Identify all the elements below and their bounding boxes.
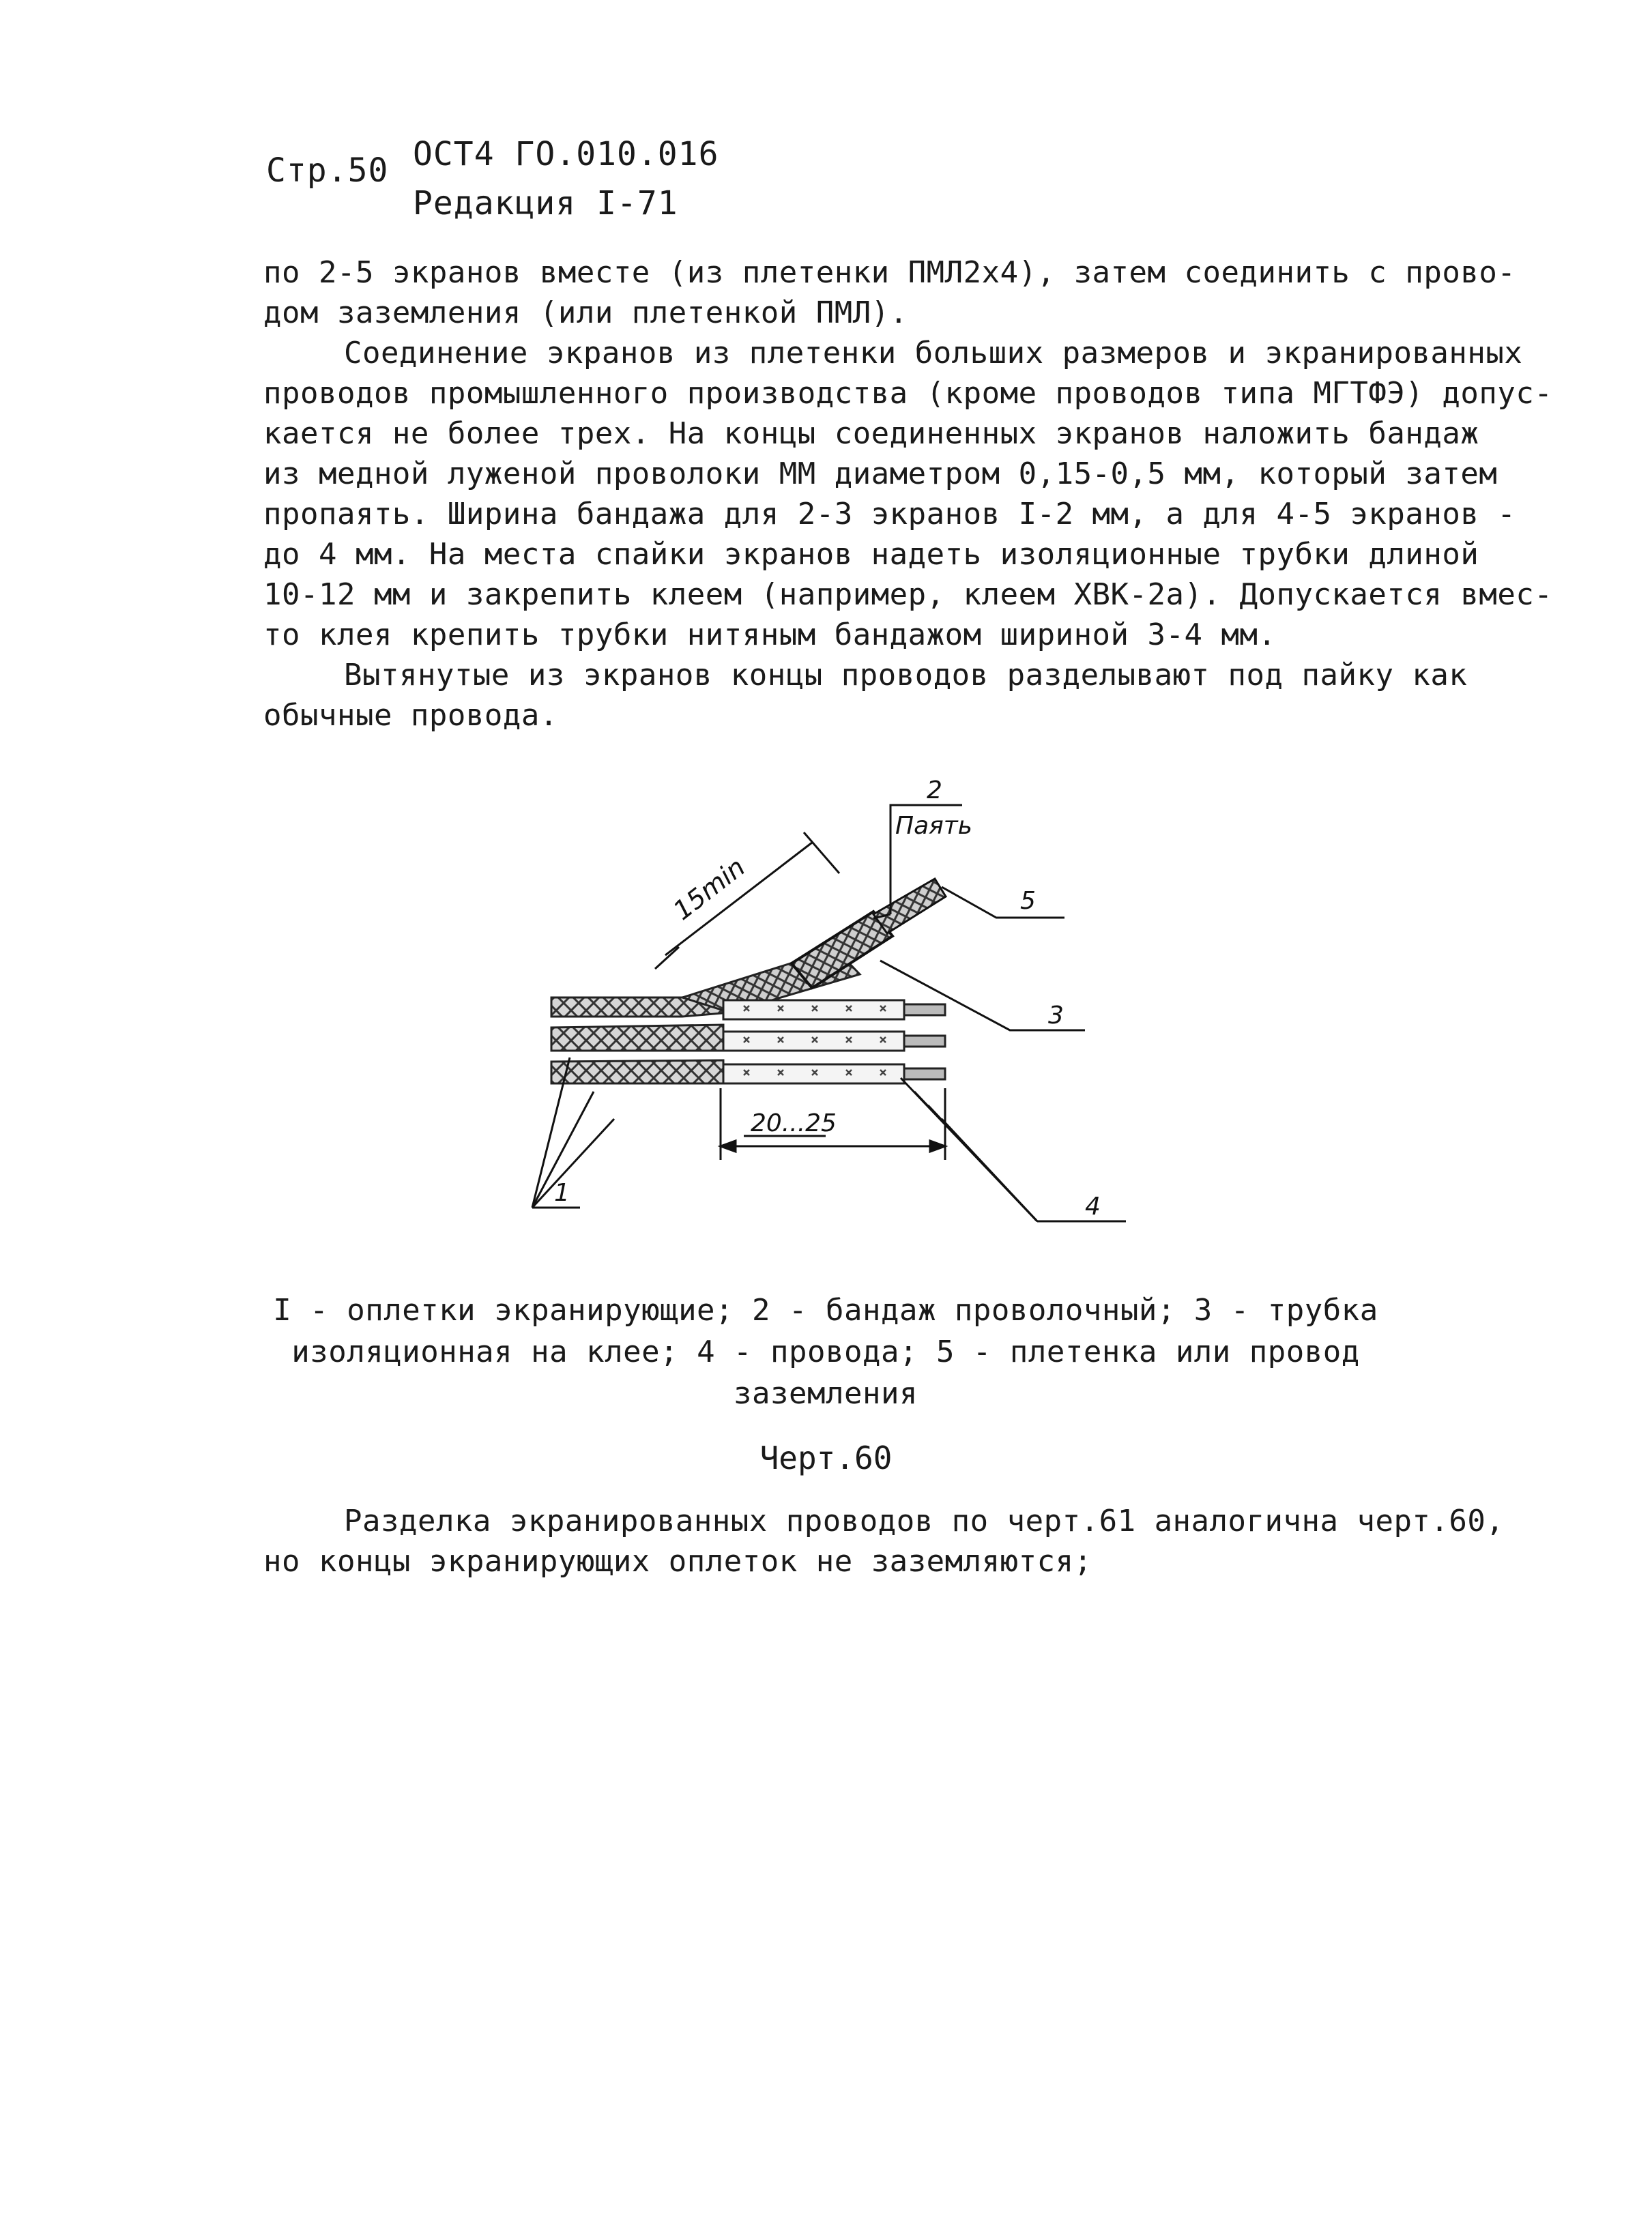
text-line: Соединение экранов из плетенки больших размеров и экранированных (344, 336, 1523, 370)
wires-group (723, 1000, 945, 1083)
wire-core (904, 1004, 945, 1015)
wire-shield-diagram (519, 778, 1167, 1255)
text-line: но концы экранирующих оплеток не заземляются; (263, 1544, 1092, 1579)
callout-5-leader (942, 887, 1064, 918)
paragraph-1 (263, 252, 1516, 333)
text-line: дом заземления (или плетенкой ПМЛ). (263, 295, 908, 330)
paragraph-3 (263, 655, 1468, 735)
shield-braid-bottom (551, 1060, 723, 1083)
callout-3-label: 3 (1048, 1002, 1064, 1030)
text-line: 10-12 мм и закрепить клеем (например, клеем ХВК-2а). Допускается вмес- (263, 577, 1553, 612)
page-number: Стр.50 (266, 151, 389, 190)
ground-braid (873, 879, 946, 933)
text-line: проводов промышленного производства (кроме проводов типа МГТФЭ) допус- (263, 376, 1553, 411)
text-line: Разделка экранированных проводов по черт.61 аналогична черт.60, (344, 1504, 1505, 1539)
callout-2-label: 2 (927, 778, 942, 804)
doc-number: ОСТ4 ГО.010.016 (413, 135, 719, 173)
text-line: то клея крепить трубки нитяным бандажом шириной 3-4 мм. (263, 617, 1277, 652)
strip-length-label: 20...25 (751, 1109, 837, 1137)
paragraph-2 (263, 333, 1553, 655)
text-line: кается не более трех. На концы соединенных экранов наложить бандаж (263, 416, 1479, 451)
wire-core (904, 1068, 945, 1079)
wire-core (904, 1036, 945, 1047)
text-line: обычные провода. (263, 698, 558, 733)
document-header (413, 130, 719, 228)
callout-1-label: 1 (554, 1179, 570, 1207)
legend-line: изоляционная на клее; 4 - провода; 5 - плетенка или провод (291, 1335, 1360, 1369)
figure-caption: Черт.60 (759, 1440, 893, 1476)
solder-label: Паять (895, 812, 972, 840)
figure-legend (273, 1289, 1378, 1414)
text-line: по 2-5 экранов вместе (из плетенки ПМЛ2х4), затем соединить с прово- (263, 255, 1516, 290)
callout-5-label: 5 (1020, 887, 1036, 915)
shield-braid-middle (551, 1025, 723, 1051)
text-line: из медной луженой проволоки ММ диаметром 0,15-0,5 мм, который затем (263, 456, 1498, 491)
legend-line: I - оплетки экранирующие; 2 - бандаж проволочный; 3 - трубка (273, 1293, 1378, 1328)
legend-line: заземления (734, 1376, 918, 1411)
edition-label: Редакция I-71 (413, 184, 678, 222)
dimension-label: 15min (667, 851, 751, 927)
paragraph-4 (263, 1501, 1505, 1581)
callout-4-label: 4 (1085, 1193, 1101, 1221)
text-line: Вытянутые из экранов концы проводов разделывают под пайку как (344, 658, 1468, 692)
diagram-svg (519, 778, 1167, 1255)
text-line: пропаять. Ширина бандажа для 2-3 экранов I-2 мм, а для 4-5 экранов - (263, 497, 1516, 531)
text-line: до 4 мм. На места спайки экранов надеть изоляционные трубки длиной (263, 537, 1479, 572)
